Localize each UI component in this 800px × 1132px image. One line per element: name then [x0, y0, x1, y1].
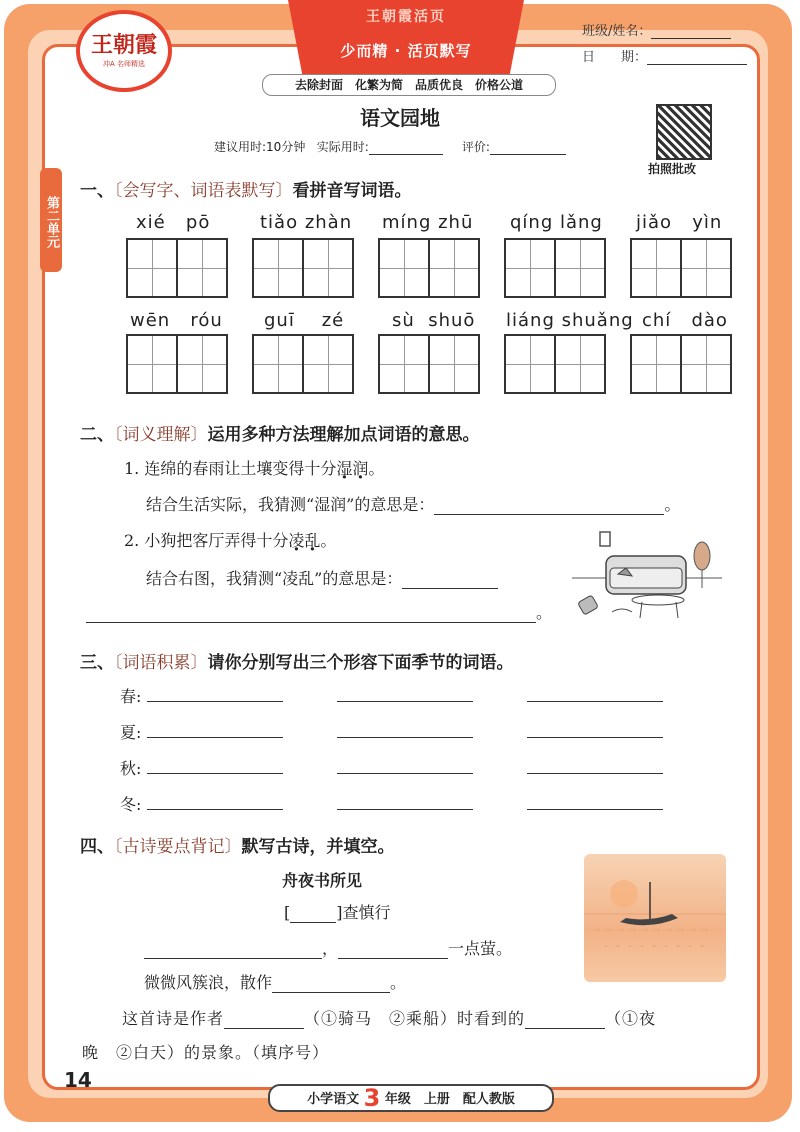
season-answer[interactable]: [337, 685, 473, 702]
q2-item2-answer[interactable]: [402, 572, 498, 589]
suggested-time: 建议用时:10分钟: [214, 140, 306, 154]
logo-text: 王朝霞: [90, 32, 157, 58]
q4-fill-text: 这首诗是作者: [122, 1009, 225, 1028]
q2-item-1-prompt: [146, 492, 680, 515]
word-box[interactable]: [252, 238, 352, 298]
poem-blank[interactable]: [144, 942, 322, 959]
pinyin-2-2: guī zé: [264, 310, 345, 331]
season-answer[interactable]: [337, 757, 473, 774]
q2-item1-end: 。: [664, 495, 681, 514]
author-name: ]查慎行: [336, 903, 391, 922]
poem-author: [284, 900, 391, 923]
season-answer[interactable]: [147, 685, 283, 702]
pinyin-1-3: míng zhū: [382, 212, 474, 233]
q3-number: 三、: [80, 653, 114, 673]
pinyin-1-2: tiǎo zhàn: [260, 212, 353, 233]
qr-label: 拍照批改: [648, 162, 697, 176]
dotted-char: 凌: [288, 531, 305, 550]
poem-line1-end: 一点萤。: [448, 939, 513, 958]
word-box[interactable]: [630, 334, 730, 394]
banner-subtitle: 少而精 · 活页默写: [340, 42, 472, 60]
season-answer[interactable]: [147, 757, 283, 774]
score-label: 评价:: [461, 140, 490, 154]
q2-item1-period: 。: [368, 459, 385, 478]
word-box[interactable]: [630, 238, 730, 298]
pinyin-2-1: wēn róu: [130, 310, 223, 331]
poem-blank[interactable]: [272, 976, 390, 993]
dynasty-field[interactable]: [290, 906, 336, 923]
q3-text: 请你分别写出三个形容下面季节的词语。: [207, 653, 514, 673]
season-answer[interactable]: [527, 793, 663, 810]
footer-grade-number: 3: [363, 1084, 381, 1112]
season-row-summer: [120, 720, 717, 743]
night-boat-illustration: [584, 854, 726, 982]
dotted-char: 乱: [304, 531, 321, 550]
q2-item2-sentence: 2. 小狗把客厅弄得十分: [124, 531, 289, 550]
date-label: 日 期：: [582, 50, 648, 65]
q4-text: 默写古诗，并填空。: [241, 837, 395, 857]
logo-subtext: 冲A 名师精选: [102, 60, 145, 68]
q3-tag: 〔词语积累〕: [114, 653, 208, 673]
actual-time-label: 实际用时:: [316, 140, 369, 154]
season-answer[interactable]: [527, 685, 663, 702]
actual-time-field[interactable]: [369, 154, 443, 155]
season-answer[interactable]: [527, 757, 663, 774]
q2-tag: 〔词义理解〕: [114, 425, 208, 445]
q2-text: 运用多种方法理解加点词语的意思。: [207, 425, 480, 445]
word-box[interactable]: [126, 334, 226, 394]
poem-line2-end: 。: [390, 973, 407, 992]
word-box[interactable]: [378, 334, 478, 394]
q2-heading: [80, 420, 480, 445]
q4-tag: 〔古诗要点背记〕: [114, 837, 242, 857]
season-label: 秋:: [120, 759, 142, 778]
date-field[interactable]: [647, 64, 747, 65]
q2-item-2-prompt: [146, 566, 498, 589]
footer-grade: 年级 上册 配人教版: [384, 1092, 515, 1107]
banner-title: 王朝霞活页: [366, 9, 446, 25]
footer-subject: 小学语文: [307, 1092, 360, 1107]
q1-heading: [80, 176, 412, 201]
q4-fill-text: （①骑马 ②乘船）时看到的: [304, 1009, 526, 1028]
poem-line-2: [144, 970, 406, 993]
q2-item2-answer-cont[interactable]: [86, 606, 536, 623]
q2-number: 二、: [80, 425, 114, 445]
poem-comma: ，: [322, 939, 339, 958]
q2-item2-period: 。: [320, 531, 337, 550]
q3-heading: [80, 648, 514, 673]
q2-item-2: [124, 528, 336, 551]
name-date-box: [582, 20, 760, 72]
messy-room-illustration: [572, 528, 722, 624]
word-box[interactable]: [378, 238, 478, 298]
q2-item-2-line2: [86, 600, 552, 623]
dotted-char: 润: [352, 459, 369, 478]
q4-fill-text: （①夜: [605, 1009, 657, 1028]
q1-number: 一、: [80, 181, 114, 201]
season-label: 夏:: [120, 723, 142, 742]
poem-line2-text: 微微风簇浪，散作: [144, 973, 273, 992]
q1-text: 看拼音写词语。: [292, 181, 412, 201]
qr-code-icon[interactable]: [656, 104, 712, 160]
q4-fill-blank[interactable]: [525, 1012, 605, 1029]
slogan: 去除封面 化繁为简 品质优良 价格公道: [262, 74, 556, 96]
season-label: 冬:: [120, 795, 142, 814]
word-box[interactable]: [504, 334, 604, 394]
season-answer[interactable]: [337, 793, 473, 810]
pinyin-1-4: qíng lǎng: [510, 212, 603, 233]
page-title: 语文园地: [360, 106, 440, 130]
q2-item1-answer[interactable]: [434, 498, 664, 515]
season-answer[interactable]: [527, 721, 663, 738]
q2-item-1: [124, 456, 384, 479]
name-field[interactable]: [651, 38, 731, 39]
q4-fill-blank[interactable]: [224, 1012, 304, 1029]
season-answer[interactable]: [147, 721, 283, 738]
timing-row: [214, 138, 566, 155]
score-field[interactable]: [490, 154, 566, 155]
poem-line-1: [144, 936, 512, 959]
season-answer[interactable]: [147, 793, 283, 810]
season-label: 春:: [120, 687, 142, 706]
pinyin-2-5: chí dào: [642, 310, 728, 331]
dotted-char: 湿: [336, 459, 353, 478]
season-row-spring: [120, 684, 717, 707]
word-box[interactable]: [252, 334, 352, 394]
unit-side-tab: 第二单元: [40, 168, 62, 272]
pinyin-1-1: xié pō: [136, 212, 211, 233]
word-box[interactable]: [126, 238, 226, 298]
brand-logo: [76, 10, 172, 92]
q1-tag: 〔会写字、词语表默写〕: [114, 181, 293, 201]
poem-title: 舟夜书所见: [282, 871, 363, 890]
poem-blank[interactable]: [338, 942, 448, 959]
author-bracket-open: [: [284, 903, 291, 922]
name-label: 班级/姓名：: [582, 24, 652, 39]
word-box[interactable]: [504, 238, 604, 298]
q4-fill-line-1: [122, 1006, 656, 1029]
page-number: 14: [64, 1068, 92, 1092]
q4-fill-line-2: 晚 ②白天）的景象。（填序号）: [82, 1043, 330, 1062]
q2-item2-question: 结合右图，我猜测“凌乱”的意思是：: [146, 569, 403, 588]
q2-item1-sentence: 1. 连绵的春雨让土壤变得十分: [124, 459, 337, 478]
pinyin-1-5: jiǎo yìn: [636, 212, 723, 233]
season-answer[interactable]: [337, 721, 473, 738]
footer-edition: [268, 1084, 554, 1112]
q2-item1-question: 结合生活实际，我猜测“湿润”的意思是：: [146, 495, 435, 514]
pinyin-2-3: sù shuō: [392, 310, 476, 331]
q4-heading: [80, 832, 395, 857]
season-row-autumn: [120, 756, 717, 779]
q2-item2-end: 。: [536, 603, 553, 622]
pinyin-2-4: liáng shuǎng: [506, 310, 634, 331]
season-row-winter: [120, 792, 717, 815]
q4-number: 四、: [80, 837, 114, 857]
